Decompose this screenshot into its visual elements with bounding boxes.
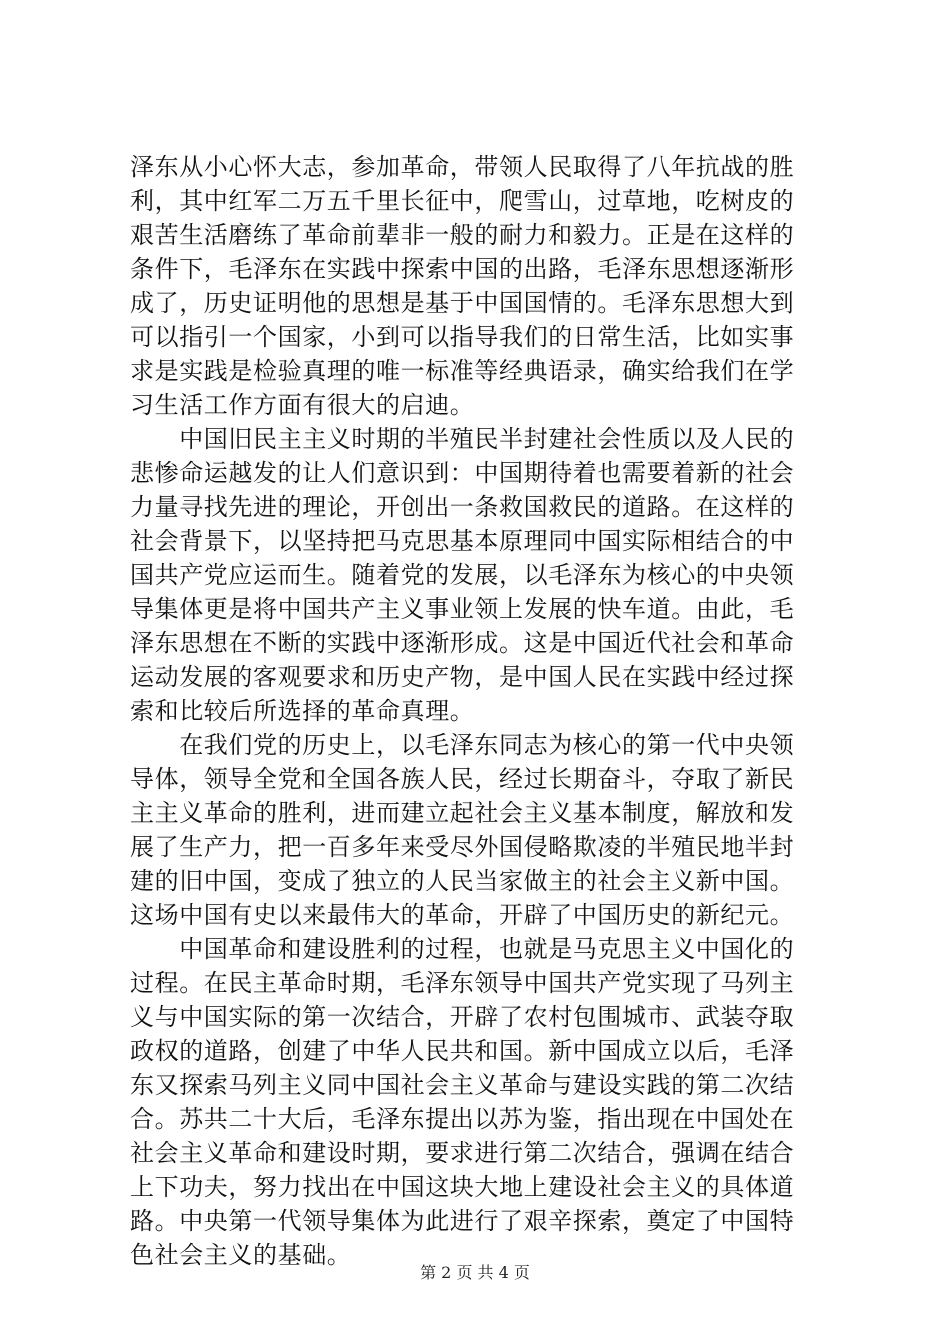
- text-line: 中国革命和建设胜利的过程，也就是马克思主义中国化的: [130, 935, 795, 963]
- text-line: 这场中国有史以来最伟大的革命，开辟了中国历史的新纪元。: [130, 901, 795, 929]
- text-line: 色社会主义的基础。: [130, 1241, 352, 1269]
- text-line: 义与中国实际的第一次结合，开辟了农村包围城市、武装夺取: [130, 1003, 795, 1031]
- text-line: 力量寻找先进的理论，开创出一条救国救民的道路。在这样的: [130, 493, 795, 521]
- text-line: 悲惨命运越发的让人们意识到：中国期待着也需要着新的社会: [130, 459, 795, 487]
- text-line: 展了生产力，把一百多年来受尽外国侵略欺凌的半殖民地半封: [130, 833, 795, 861]
- text-line: 利，其中红军二万五千里长征中，爬雪山，过草地，吃树皮的: [130, 187, 795, 215]
- text-line: 导集体更是将中国共产主义事业领上发展的快车道。由此，毛: [130, 595, 795, 623]
- text-line: 上下功夫，努力找出在中国这块大地上建设社会主义的具体道: [130, 1173, 795, 1201]
- text-line: 政权的道路，创建了中华人民共和国。新中国成立以后，毛泽: [130, 1037, 795, 1065]
- text-line: 导体，领导全党和全国各族人民，经过长期奋斗，夺取了新民: [130, 765, 795, 793]
- page-number: 第 2 页 共 4 页: [420, 1263, 530, 1282]
- text-line: 条件下，毛泽东在实践中探索中国的出路，毛泽东思想逐渐形: [130, 255, 795, 283]
- text-line: 合。苏共二十大后，毛泽东提出以苏为鉴，指出现在中国处在: [130, 1105, 795, 1133]
- text-line: 中国旧民主主义时期的半殖民半封建社会性质以及人民的: [130, 425, 795, 453]
- text-line: 泽东思想在不断的实践中逐渐形成。这是中国近代社会和革命: [130, 629, 795, 657]
- text-line: 国共产党应运而生。随着党的发展，以毛泽东为核心的中央领: [130, 561, 795, 589]
- text-line: 路。中央第一代领导集体为此进行了艰辛探索，奠定了中国特: [130, 1207, 795, 1235]
- text-line: 成了，历史证明他的思想是基于中国国情的。毛泽东思想大到: [130, 289, 795, 317]
- text-line: 主主义革命的胜利，进而建立起社会主义基本制度，解放和发: [130, 799, 795, 827]
- text-line: 在我们党的历史上，以毛泽东同志为核心的第一代中央领: [130, 731, 795, 759]
- text-line: 运动发展的客观要求和历史产物，是中国人民在实践中经过探: [130, 663, 795, 691]
- page-footer: [0, 1263, 950, 1283]
- text-line: 东又探索马列主义同中国社会主义革命与建设实践的第二次结: [130, 1071, 795, 1099]
- text-line: 过程。在民主革命时期，毛泽东领导中国共产党实现了马列主: [130, 969, 795, 997]
- text-line: 求是实践是检验真理的唯一标准等经典语录，确实给我们在学: [130, 357, 795, 385]
- text-line: 泽东从小心怀大志，参加革命，带领人民取得了八年抗战的胜: [130, 153, 795, 181]
- text-line: 可以指引一个国家，小到可以指导我们的日常生活，比如实事: [130, 323, 795, 351]
- text-line: 习生活工作方面有很大的启迪。: [130, 391, 475, 419]
- body-text: [130, 150, 830, 1272]
- text-line: 建的旧中国，变成了独立的人民当家做主的社会主义新中国。: [130, 867, 795, 895]
- text-line: 艰苦生活磨练了革命前辈非一般的耐力和毅力。正是在这样的: [130, 221, 795, 249]
- text-line: 索和比较后所选择的革命真理。: [130, 697, 475, 725]
- text-line: 社会背景下，以坚持把马克思基本原理同中国实际相结合的中: [130, 527, 795, 555]
- text-line: 社会主义革命和建设时期，要求进行第二次结合，强调在结合: [130, 1139, 795, 1167]
